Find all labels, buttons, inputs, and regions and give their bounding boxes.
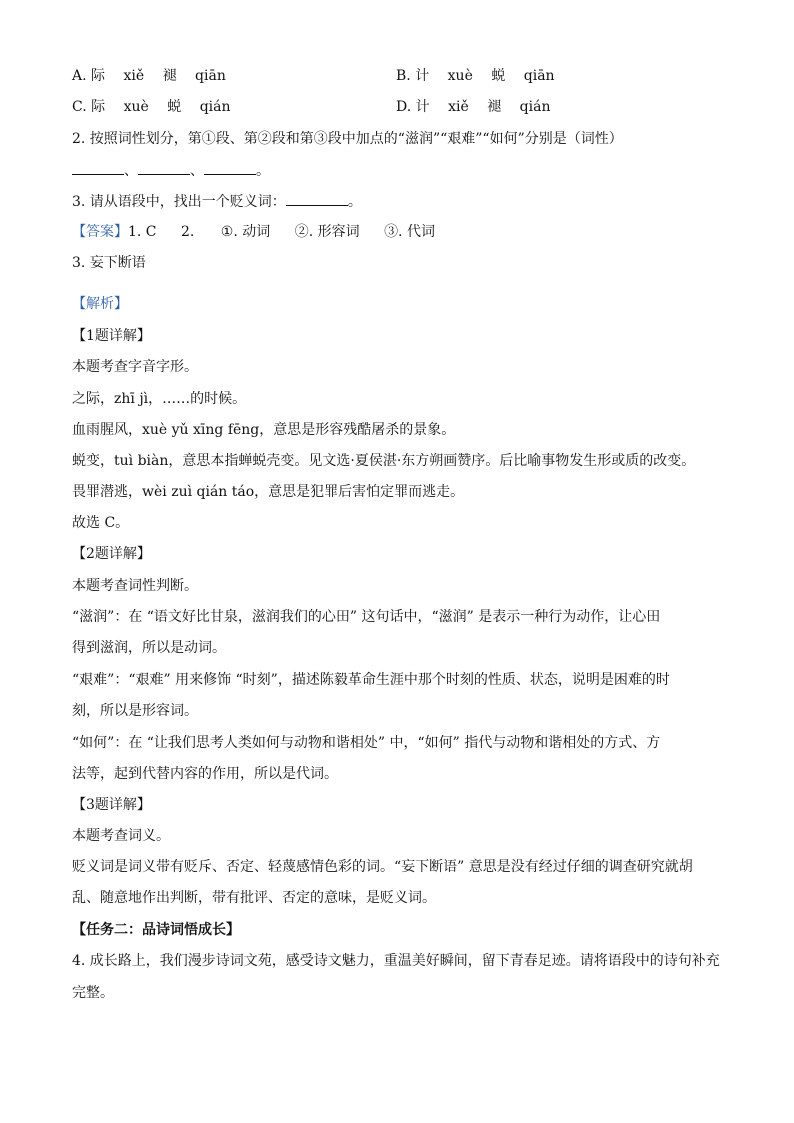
section-1-line: 蜕变，tuì biàn，意思本指蝉蜕壳变。见文选·夏侯湛·东方朔画赞序。后比喻事物发生形或质的改变。	[72, 453, 696, 469]
answer-2: 2.	[180, 224, 195, 240]
answer-blank[interactable]	[204, 160, 256, 175]
section-2-line: 刻，所以是形容词。	[72, 703, 198, 719]
section-1-line: 之际，zhī jì，……的时候。	[72, 391, 247, 407]
option-letter: A.	[72, 68, 87, 84]
section-2-line: “如何”：在 “让我们思考人类如何与动物和谐相处” 中，“如何” 指代与动物和谐相处的方式、方	[72, 735, 661, 751]
option-pinyin: qiān	[523, 68, 555, 84]
question-2-blanks	[72, 160, 270, 181]
answer-blank[interactable]	[286, 191, 348, 206]
separator: 。	[347, 194, 362, 210]
section-2-line: “滋润”：在 “语文好比甘泉，滋润我们的心田” 这句话中，“滋润” 是表示一种行为动作，让心田	[72, 609, 661, 625]
section-1-line: 本题考查字音字形。	[72, 359, 198, 375]
separator: 。	[256, 163, 270, 179]
option-char: 蜕	[491, 68, 506, 84]
option-letter: C.	[72, 99, 87, 115]
section-2-line: 本题考查词性判断。	[72, 578, 198, 594]
option-letter: B.	[396, 68, 411, 84]
answer-label: 【答案】	[72, 224, 128, 240]
question-4-cont: 完整。	[72, 985, 114, 1001]
task-2-heading: 【任务二：品诗词悟成长】	[72, 922, 240, 938]
answer-blank[interactable]	[72, 160, 124, 175]
option-char: 蜕	[167, 99, 182, 115]
analysis-label: 【解析】	[72, 296, 128, 312]
option-pinyin: qián	[199, 99, 231, 115]
option-char: 计	[415, 99, 430, 115]
section-3-line: 乱、随意地作出判断，带有批评、否定的意味，是贬义词。	[72, 890, 436, 906]
section-3-line: 贬义词是词义带有贬斥、否定、轻蔑感情色彩的词。“妄下断语” 意思是没有经过仔细的调查研究就胡	[72, 859, 693, 875]
separator: 、	[124, 163, 138, 179]
option-char: 褪	[487, 99, 502, 115]
section-3-line: 本题考查词义。	[72, 828, 170, 844]
answer-2-choice: ③. 代词	[384, 224, 435, 240]
section-2-line: 得到滋润，所以是动词。	[72, 640, 226, 656]
option-pinyin: qián	[519, 99, 551, 115]
question-text: 3. 请从语段中，找出一个贬义词：	[72, 194, 286, 210]
separator: 、	[190, 163, 204, 179]
section-1-head: 【1题详解】	[72, 328, 151, 344]
section-2-head: 【2题详解】	[72, 546, 151, 562]
option-c	[72, 97, 231, 117]
answer-2-choice: ①. 动词	[220, 224, 271, 240]
option-char: 际	[91, 68, 106, 84]
section-3-head: 【3题详解】	[72, 797, 151, 813]
option-a	[72, 66, 226, 86]
option-pinyin: xuè	[447, 68, 473, 84]
section-1-line: 故选 C。	[72, 515, 130, 531]
answer-blank[interactable]	[138, 160, 190, 175]
option-char: 计	[415, 68, 430, 84]
question-4: 4. 成长路上，我们漫步诗词文苑，感受诗文魅力，重温美好瞬间，留下青春足迹。请将语段中的诗句补充	[72, 953, 720, 969]
answer-2-choice: ②. 形容词	[294, 224, 360, 240]
option-char: 际	[91, 99, 106, 115]
option-letter: D.	[396, 99, 412, 115]
answer-1: 1. C	[128, 224, 157, 240]
option-pinyin: xuè	[123, 99, 149, 115]
option-pinyin: qiān	[195, 68, 226, 84]
section-1-line: 血雨腥风，xuè yǔ xīng fēng，意思是形容残酷屠杀的景象。	[72, 422, 456, 438]
answer-line	[72, 222, 435, 242]
option-b	[396, 66, 555, 86]
question-3	[72, 191, 362, 212]
option-char: 褪	[162, 68, 177, 84]
option-pinyin: xiě	[123, 68, 145, 84]
option-d	[396, 97, 550, 117]
answer-3: 3. 妄下断语	[72, 255, 146, 271]
option-pinyin: xiě	[448, 99, 469, 115]
section-2-line: 法等，起到代替内容的作用，所以是代词。	[72, 766, 338, 782]
question-2: 2. 按照词性划分，第①段、第②段和第③段中加点的“滋润”“艰难”“如何”分别是（词性）	[72, 131, 623, 147]
section-1-line: 畏罪潜逃，wèi zuì qián táo，意思是犯罪后害怕定罪而逃走。	[72, 484, 465, 500]
section-2-line: “艰难”：“艰难” 用来修饰 “时刻”，描述陈毅革命生涯中那个时刻的性质、状态，说明是困难的时	[72, 672, 670, 688]
